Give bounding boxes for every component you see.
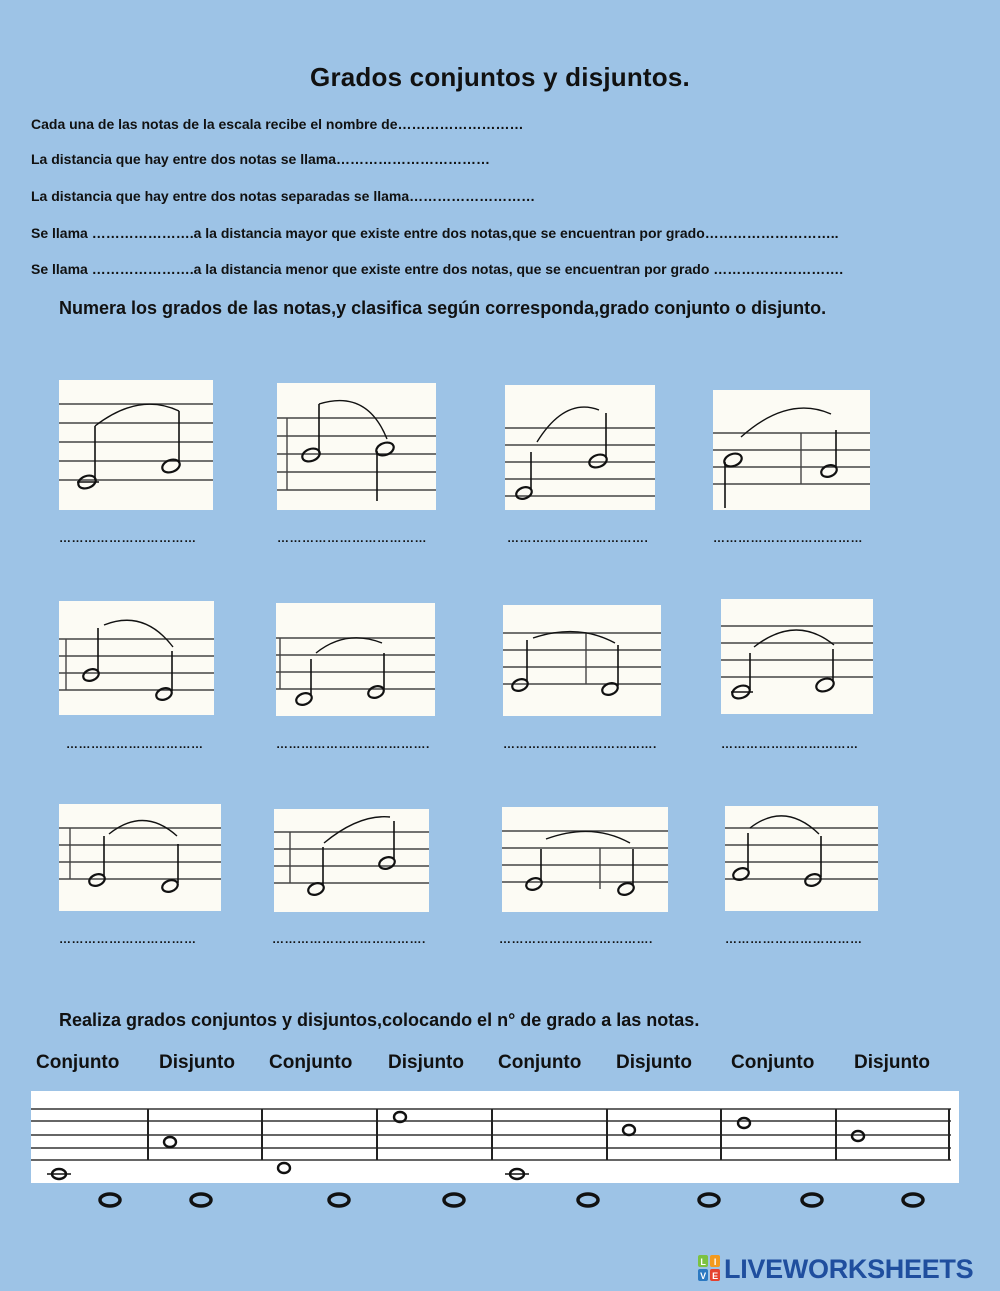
answer-blank-2[interactable]: ………………………………: [277, 531, 427, 545]
interval-card-10: [274, 809, 429, 912]
label-conjunto-3: Conjunto: [498, 1052, 582, 1073]
interval-card-1: [59, 380, 213, 510]
label-disjunto-2: Disjunto: [388, 1052, 464, 1073]
loose-note-5[interactable]: [576, 1192, 600, 1208]
badge-letter-i: I: [713, 1257, 717, 1267]
interval-card-5: [59, 601, 214, 715]
interval-card-4: [713, 390, 870, 510]
interval-card-2: [277, 383, 436, 510]
loose-note-2[interactable]: [189, 1192, 213, 1208]
label-disjunto-4: Disjunto: [854, 1052, 930, 1073]
label-conjunto-4: Conjunto: [731, 1052, 815, 1073]
interval-card-7: [503, 605, 661, 716]
interval-card-12: [725, 806, 878, 911]
loose-note-8[interactable]: [901, 1192, 925, 1208]
liveworksheets-logo: [698, 1254, 973, 1286]
logo-text: LIVEWORKSHEETS: [724, 1254, 974, 1284]
label-disjunto-3: Disjunto: [616, 1052, 692, 1073]
loose-note-6[interactable]: [697, 1192, 721, 1208]
answer-blank-11[interactable]: ……………………………….: [499, 932, 653, 946]
label-conjunto-1: Conjunto: [36, 1052, 120, 1073]
answer-blank-3[interactable]: …………………………….: [507, 531, 649, 545]
instruction-realiza: Realiza grados conjuntos y disjuntos,colocando el n° de grado a las notas.: [59, 1010, 700, 1030]
question-2: La distancia que hay entre dos notas se llama……………………………: [31, 151, 490, 167]
worksheet-title: Grados conjuntos y disjuntos.: [310, 62, 690, 92]
loose-note-1[interactable]: [98, 1192, 122, 1208]
interval-card-3: [505, 385, 655, 510]
badge-letter-l: L: [700, 1257, 706, 1267]
question-5: Se llama ………………….a la distancia menor que existe entre dos notas, que se encuentran por grado ……………………….: [31, 261, 844, 277]
label-disjunto-1: Disjunto: [159, 1052, 235, 1073]
answer-blank-6[interactable]: ……………………………….: [276, 737, 430, 751]
liveworksheets-badge-icon: [698, 1255, 720, 1281]
loose-note-3[interactable]: [327, 1192, 351, 1208]
badge-letter-v: V: [700, 1271, 706, 1281]
exercise-staff: [31, 1091, 959, 1183]
answer-blank-7[interactable]: ……………………………….: [503, 737, 657, 751]
answer-blank-1[interactable]: ……………………………: [59, 531, 197, 545]
badge-letter-e: E: [712, 1271, 718, 1281]
loose-note-7[interactable]: [800, 1192, 824, 1208]
question-4: Se llama ………………….a la distancia mayor que existe entre dos notas,que se encuentran por grado………………………..: [31, 225, 839, 241]
label-conjunto-2: Conjunto: [269, 1052, 353, 1073]
question-1: Cada una de las notas de la escala recibe el nombre de………………………: [31, 116, 524, 132]
answer-blank-8[interactable]: ……………………………: [721, 737, 859, 751]
instruction-numera: Numera los grados de las notas,y clasifica según corresponda,grado conjunto o disjunto.: [59, 298, 827, 318]
interval-card-9: [59, 804, 221, 911]
interval-card-6: [276, 603, 435, 716]
interval-card-8: [721, 599, 873, 714]
answer-blank-9[interactable]: ……………………………: [59, 932, 197, 946]
interval-card-11: [502, 807, 668, 912]
answer-blank-12[interactable]: ……………………………: [725, 932, 863, 946]
answer-blank-5[interactable]: ……………………………: [66, 737, 204, 751]
question-3: La distancia que hay entre dos notas separadas se llama………………………: [31, 188, 536, 204]
answer-blank-10[interactable]: ……………………………….: [272, 932, 426, 946]
answer-blank-4[interactable]: ………………………………: [713, 531, 863, 545]
loose-note-4[interactable]: [442, 1192, 466, 1208]
